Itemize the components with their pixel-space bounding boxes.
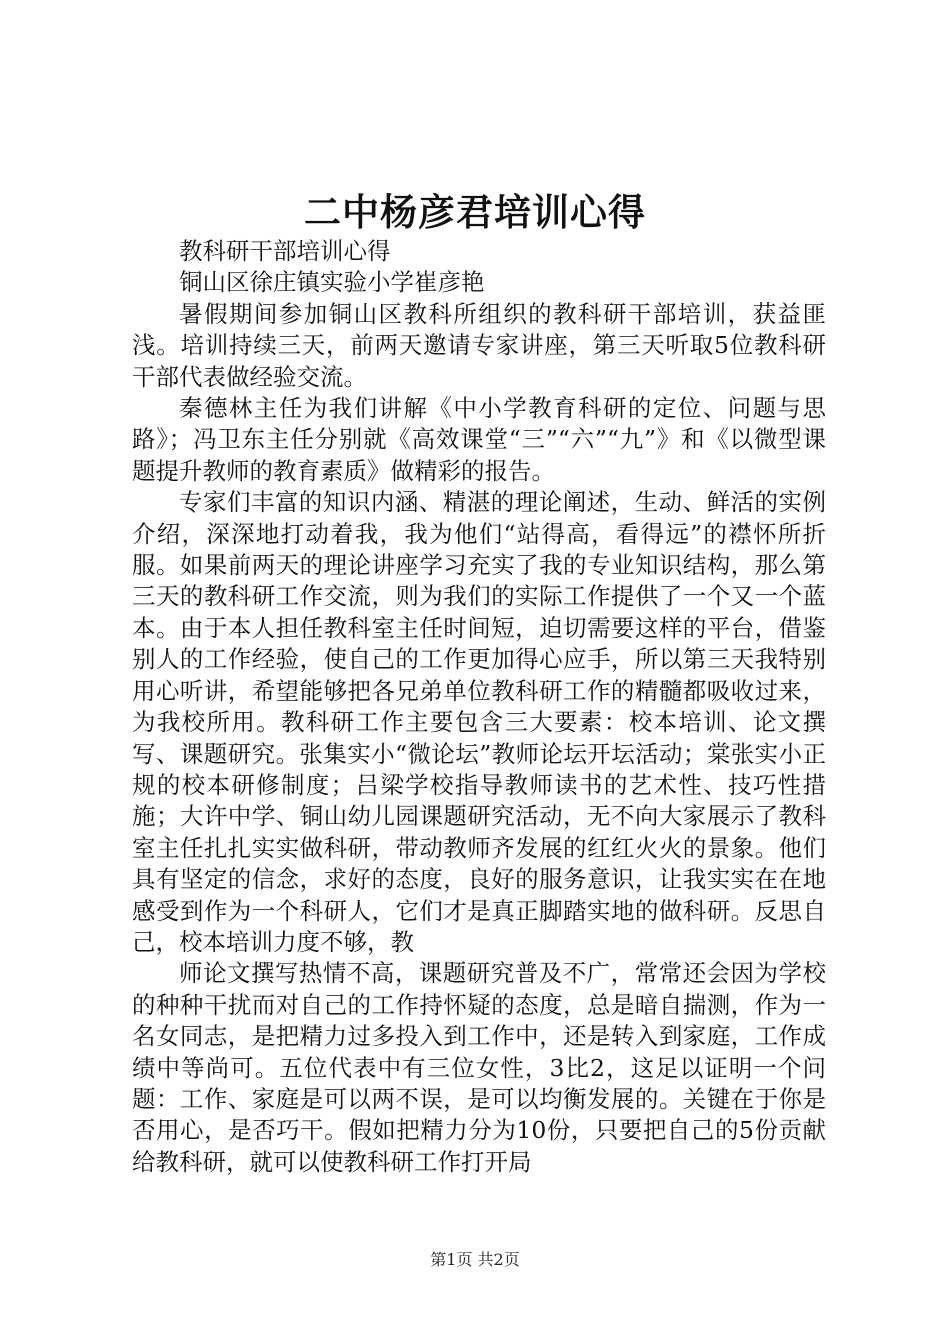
- body-paragraph: 暑假期间参加铜山区教科所组织的教科研干部培训，获益匪浅。培训持续三天，前两天邀请专家讲座，第三天听取5位教科研干部代表做经验交流。: [132, 299, 826, 391]
- author-paragraph: 铜山区徐庄镇实验小学崔彦艳: [179, 268, 485, 297]
- page-footer: 第1页 共2页: [430, 1250, 520, 1269]
- body-paragraph: 秦德林主任为我们讲解《中小学教育科研的定位、问题与思路》；冯卫东主任分别就《高效课堂“三”“六”“九”》和《以微型课题提升教师的教育素质》做精彩的报告。: [132, 394, 826, 485]
- body-paragraph: 专家们丰富的知识内涵、精湛的理论阐述，生动、鲜活的实例介绍，深深地打动着我，我为他们“站得高，看得远”的襟怀所折服。如果前两天的理论讲座学习充实了我的专业知识结构，那么第三天的教科研工作交流，则为我们的实际工作提供了一个又一个蓝本。由于本人担任教科室主任时间短，迫切需要这样的平台，借鉴别人的工作经验，使自己的工作更加得心应手，所以第三天我特别用心听讲，希望能够把各兄弟单位教科研工作的精髓都吸收过来，为我校所用。教科研工作主要包含三大要素：校本培训、论文撰写、课题研究。张集实小“微论坛”教师论坛开坛活动；棠张实小正规的校本研修制度；吕梁学校指导教师读书的艺术性、技巧性措施；大许中学、铜山幼儿园课题研究活动，无不向大家展示了教科室主任扎扎实实做科研，带动教师齐发展的红红火火的景象。他们具有坚定的信念，求好的态度，良好的服务意识，让我实实在在地感受到作为一个科研人，它们才是真正脚踏实地的做科研。反思自己，校本培训力度不够，教: [132, 488, 826, 956]
- document-title: 二中杨彦君培训心得: [304, 190, 646, 234]
- subtitle-paragraph: 教科研干部培训心得: [179, 237, 391, 265]
- body-paragraph: 师论文撰写热情不高，课题研究普及不广，常常还会因为学校的种种干扰而对自己的工作持怀疑的态度，总是暗自揣测，作为一名女同志，是把精力过多投入到工作中，还是转入到家庭，工作成绩中等尚可。五位代表中有三位女性，3比2，这足以证明一个问题：工作、家庭是可以两不误，是可以均衡发展的。关键在于你是否用心，是否巧干。假如把精力分为10份，只要把自己的5份贡献给教科研，就可以使教科研工作打开局: [132, 959, 826, 1176]
- document-body: [132, 236, 826, 1178]
